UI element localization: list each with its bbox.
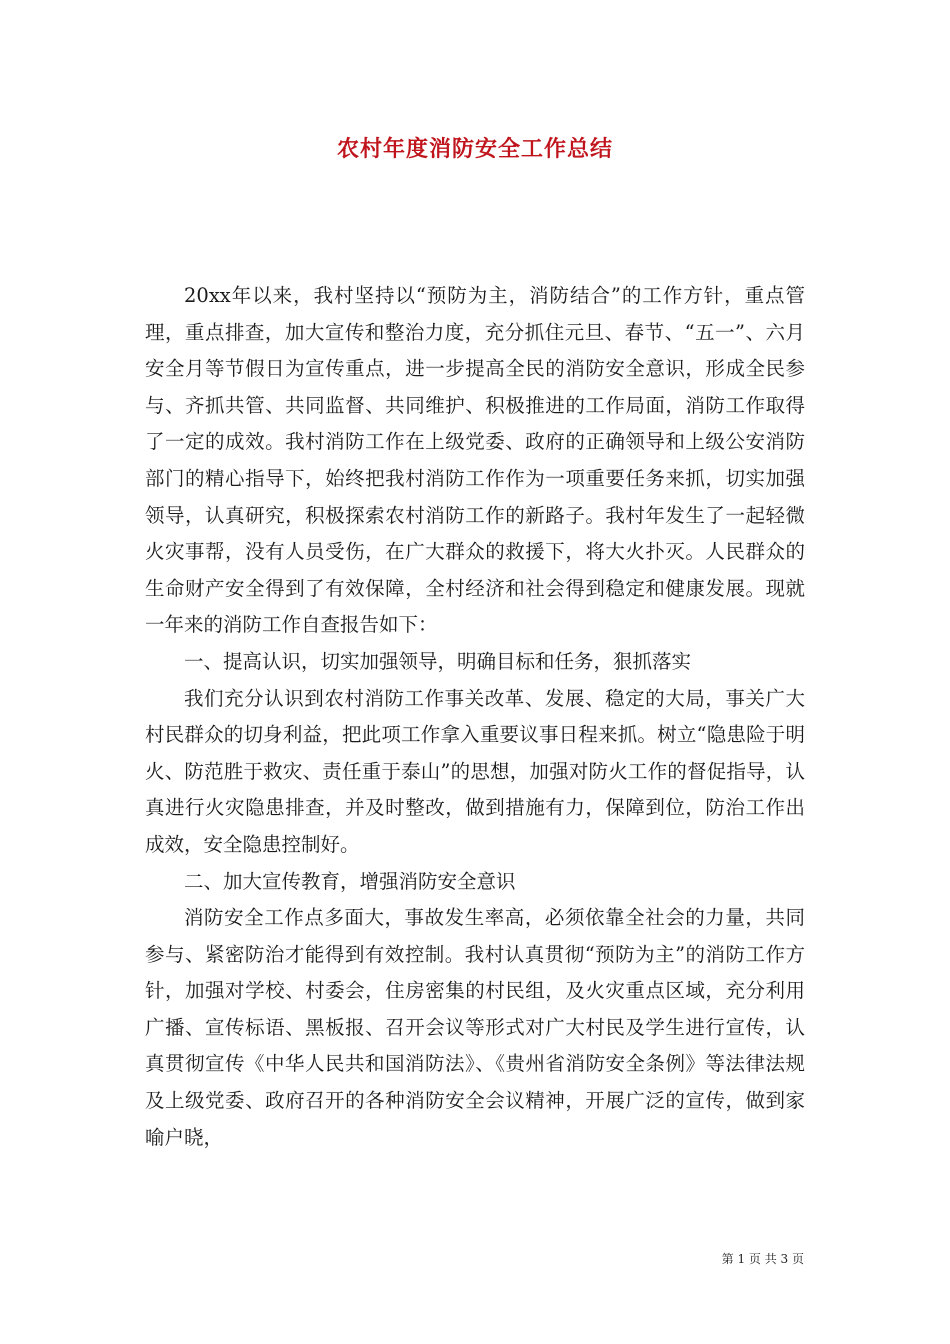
document-body	[145, 278, 805, 1156]
paragraph-section-2: 消防安全工作点多面大，事故发生率高，必须依靠全社会的力量，共同参与、紧密防治才能得到有效控制。我村认真贯彻“预防为主”的消防工作方针，加强对学校、村委会，住房密集的村民组，及火灾重点区域，充分利用广播、宣传标语、黑板报、召开会议等形式对广大村民及学生进行宣传，认真贯彻宣传《中华人民共和国消防法》、《贵州省消防安全条例》等法律法规及上级党委、政府召开的各种消防安全会议精神，开展广泛的宣传，做到家喻户晓，	[145, 906, 805, 1149]
document-title: 农村年度消防安全工作总结	[336, 136, 613, 162]
section-heading-1: 一、提高认识，切实加强领导，明确目标和任务，狠抓落实	[184, 649, 692, 673]
page-number-footer: 第 1 页 共 3 页	[721, 1252, 804, 1266]
paragraph-intro: 20xx年以来，我村坚持以“预防为主，消防结合”的工作方针，重点管理，重点排查，加大宣传和整治力度，充分抓住元旦、春节、“五一”、六月安全月等节假日为宣传重点，进一步提高全民的消防安全意识，形成全民参与、齐抓共管、共同监督、共同维护、积极推进的工作局面，消防工作取得了一定的成效。我村消防工作在上级党委、政府的正确领导和上级公安消防部门的精心指导下，始终把我村消防工作作为一项重要任务来抓，切实加强领导，认真研究，积极探索农村消防工作的新路子。我村年发生了一起轻微火灾事帮，没有人员受伤，在广大群众的救援下，将大火扑灭。人民群众的生命财产安全得到了有效保障，全村经济和社会得到稳定和健康发展。现就一年来的消防工作自查报告如下：	[145, 284, 805, 637]
paragraph-section-1: 我们充分认识到农村消防工作事关改革、发展、稳定的大局，事关广大村民群众的切身利益，把此项工作拿入重要议事日程来抓。树立“隐患险于明火、防范胜于救灾、责任重于泰山”的思想，加强对防火工作的督促指导，认真进行火灾隐患排查，并及时整改，做到措施有力，保障到位，防治工作出成效，安全隐患控制好。	[145, 686, 805, 856]
section-heading-2: 二、加大宣传教育，增强消防安全意识	[184, 869, 516, 893]
